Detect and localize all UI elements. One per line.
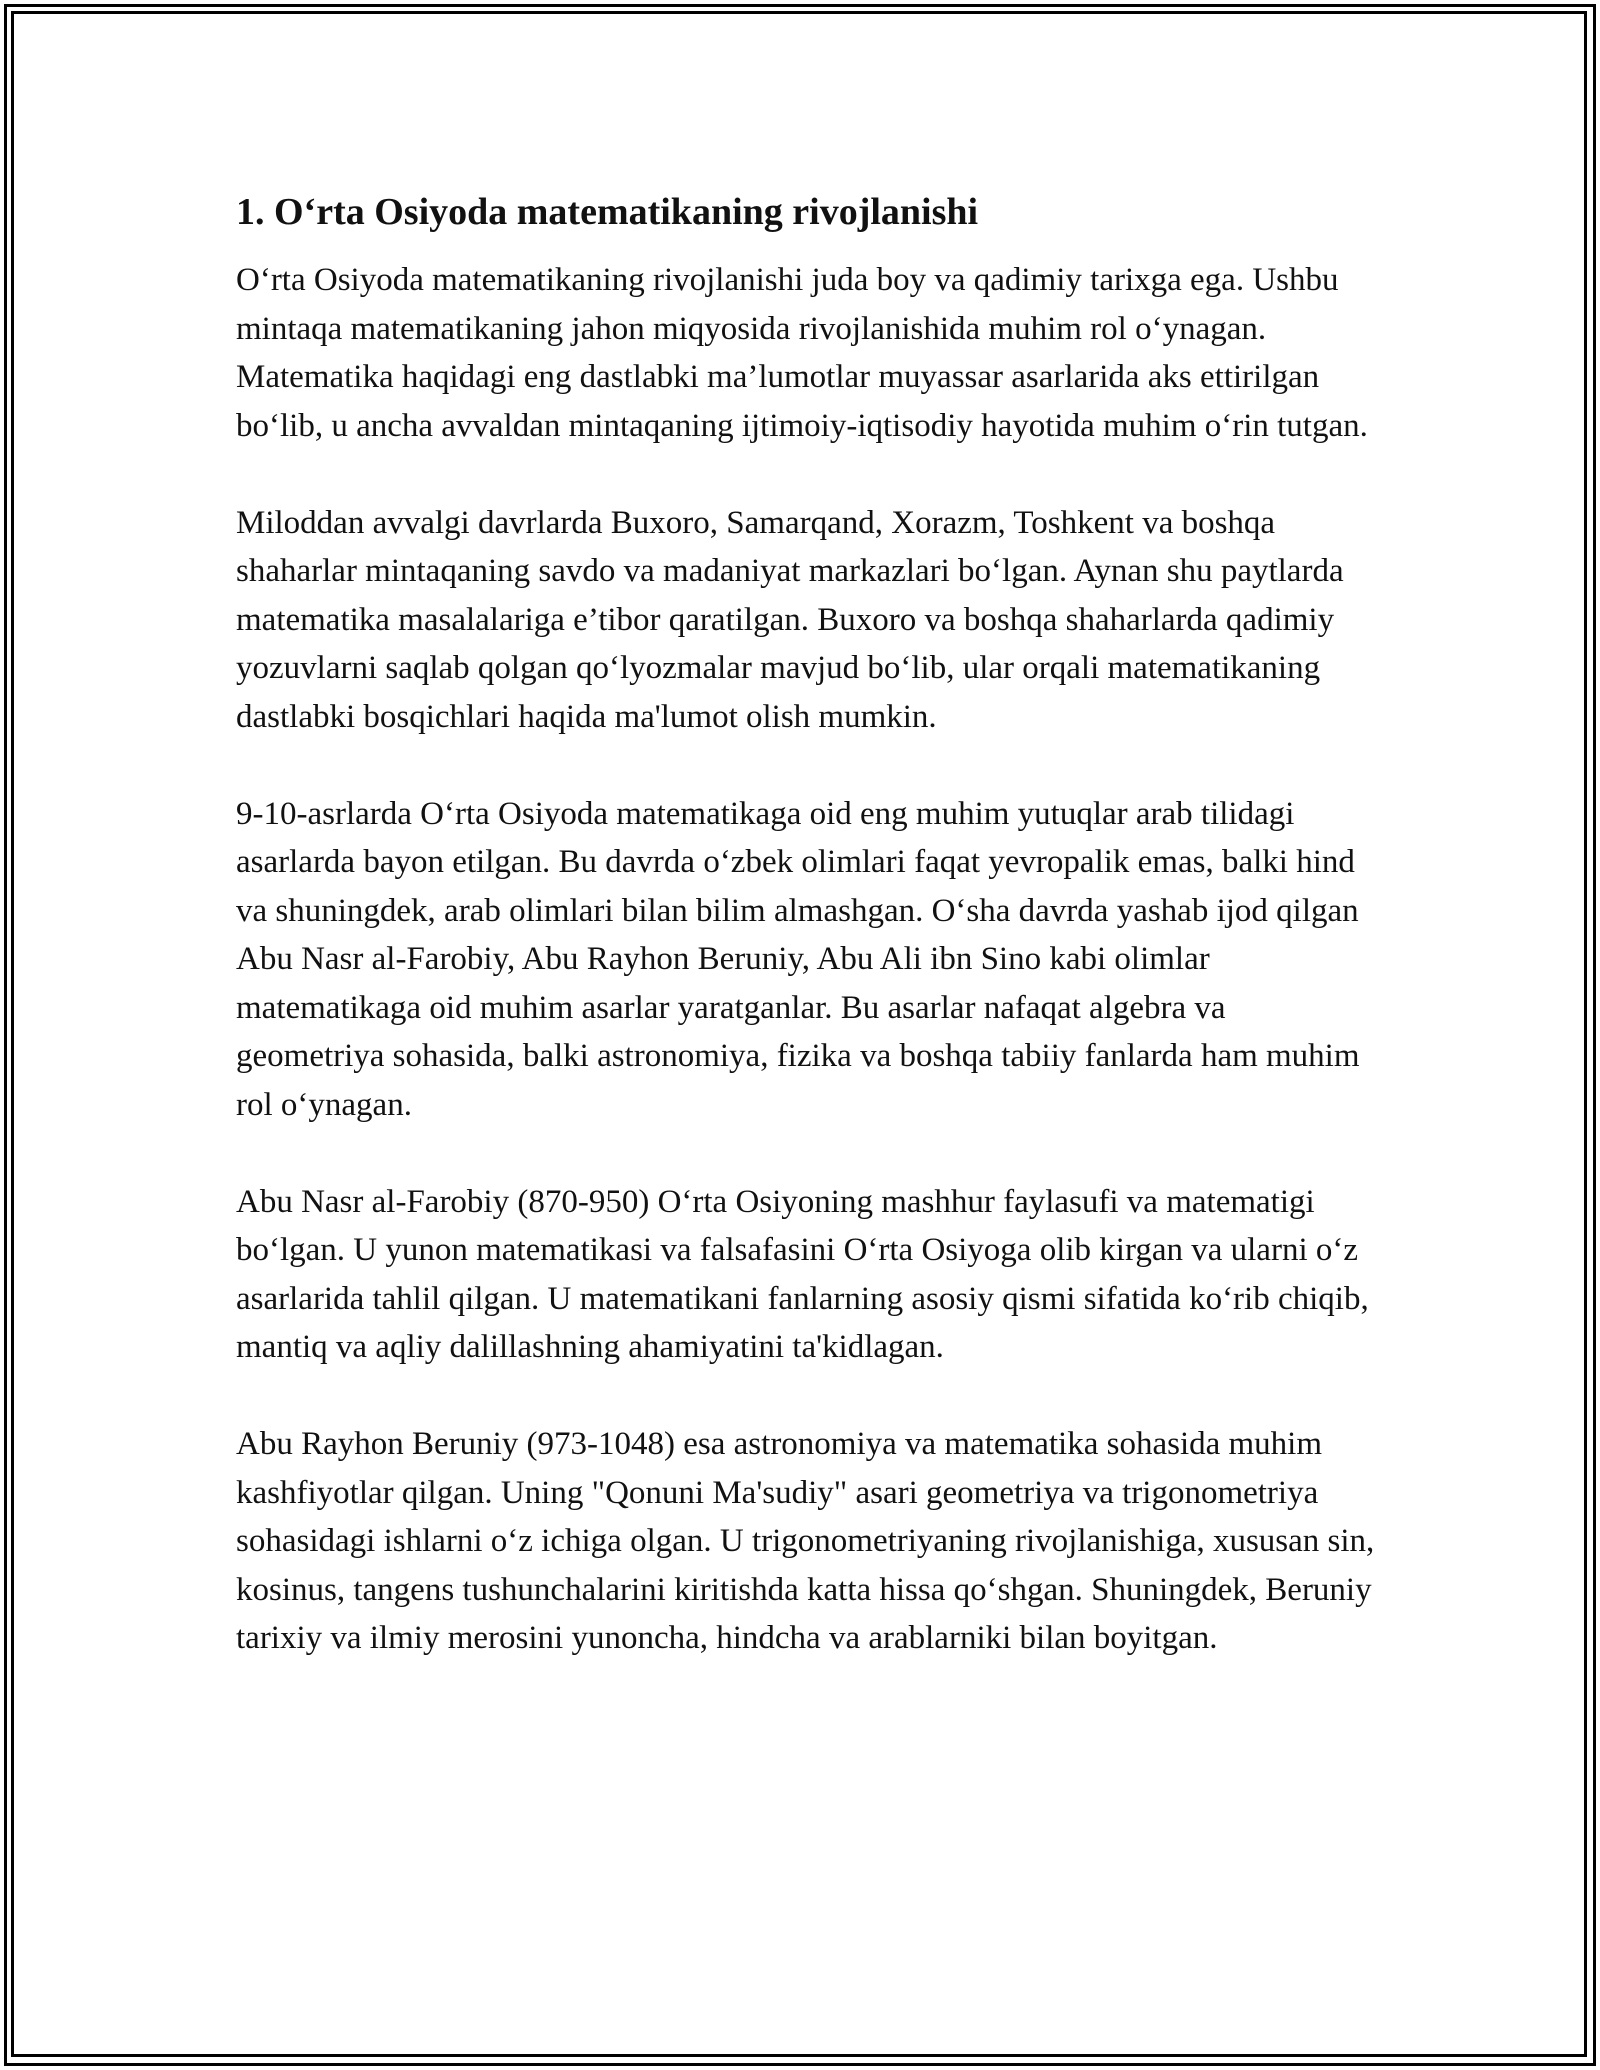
paragraph-9-10-centuries: 9-10-asrlarda O‘rta Osiyoda matematikaga oid eng muhim yutuqlar arab tilidagi asarlarda bayon etilgan. Bu davrda o‘zbek olimlari faqat yevropalik emas, balki hind va shuningdek, arab olimlari bilan bilim almashgan. O‘sha davrda yashab ijod qilgan Abu Nasr al-Farobiy, Abu Rayhon Beruniy, Abu Ali ibn Sino kabi olimlar matematikaga oid muhim asarlar yaratganlar. Bu asarlar nafaqat algebra va geometriya sohasida, balki astronomiya, fizika va boshqa tabiiy fanlarda ham muhim rol o‘ynagan. — [236, 795, 1360, 1123]
paragraph-farobiy: Abu Nasr al-Farobiy (870-950) O‘rta Osiyoning mashhur faylasufi va matematigi bo‘lgan. U yunon matematikasi va falsafasini O‘rta Osiyoga olib kirgan va ularni o‘z asarlarida tahlil qilgan. U matematikani fanlarning asosiy qismi sifatida ko‘rib chiqib, mantiq va aqliy dalillashning ahamiyatini ta'kidlagan. — [236, 1183, 1369, 1365]
document-body — [236, 188, 1376, 1711]
paragraph-ancient-cities: Miloddan avvalgi davrlarda Buxoro, Samarqand, Xorazm, Toshkent va boshqa shaharlar mintaqaning savdo va madaniyat markazlari bo‘lgan. Aynan shu paytlarda matematika masalalariga e’tibor qaratilgan. Buxoro va boshqa shaharlarda qadimiy yozuvlarni saqlab qolgan qo‘lyozmalar mavjud bo‘lib, ular orqali matematikaning dastlabki bosqichlari haqida ma'lumot olish mumkin. — [236, 504, 1344, 735]
paragraph-beruniy: Abu Rayhon Beruniy (973-1048) esa astronomiya va matematika sohasida muhim kashfiyotlar qilgan. Uning "Qonuni Ma'sudiy" asari geometriya va trigonometriya sohasidagi ishlarni o‘z ichiga olgan. U trigonometriyaning rivojlanishiga, xususan sin, kosinus, tangens tushunchalarini kiritishda katta hissa qo‘shgan. Shuningdek, Beruniy tarixiy va ilmiy merosini yunoncha, hindcha va arablarniki bilan boyitgan. — [236, 1426, 1375, 1656]
paragraph-intro: O‘rta Osiyoda matematikaning rivojlanishi juda boy va qadimiy tarixga ega. Ushbu mintaqa matematikaning jahon miqyosida rivojlanishida muhim rol o‘ynagan. Matematika haqidagi eng dastlabki ma’lumotlar muyassar asarlarida aks ettirilgan bo‘lib, u ancha avvaldan mintaqaning ijtimoiy-iqtisodiy hayotida muhim o‘rin tutgan. — [236, 262, 1368, 444]
section-title: 1. O‘rta Osiyoda matematikaning rivojlanishi — [236, 191, 979, 233]
